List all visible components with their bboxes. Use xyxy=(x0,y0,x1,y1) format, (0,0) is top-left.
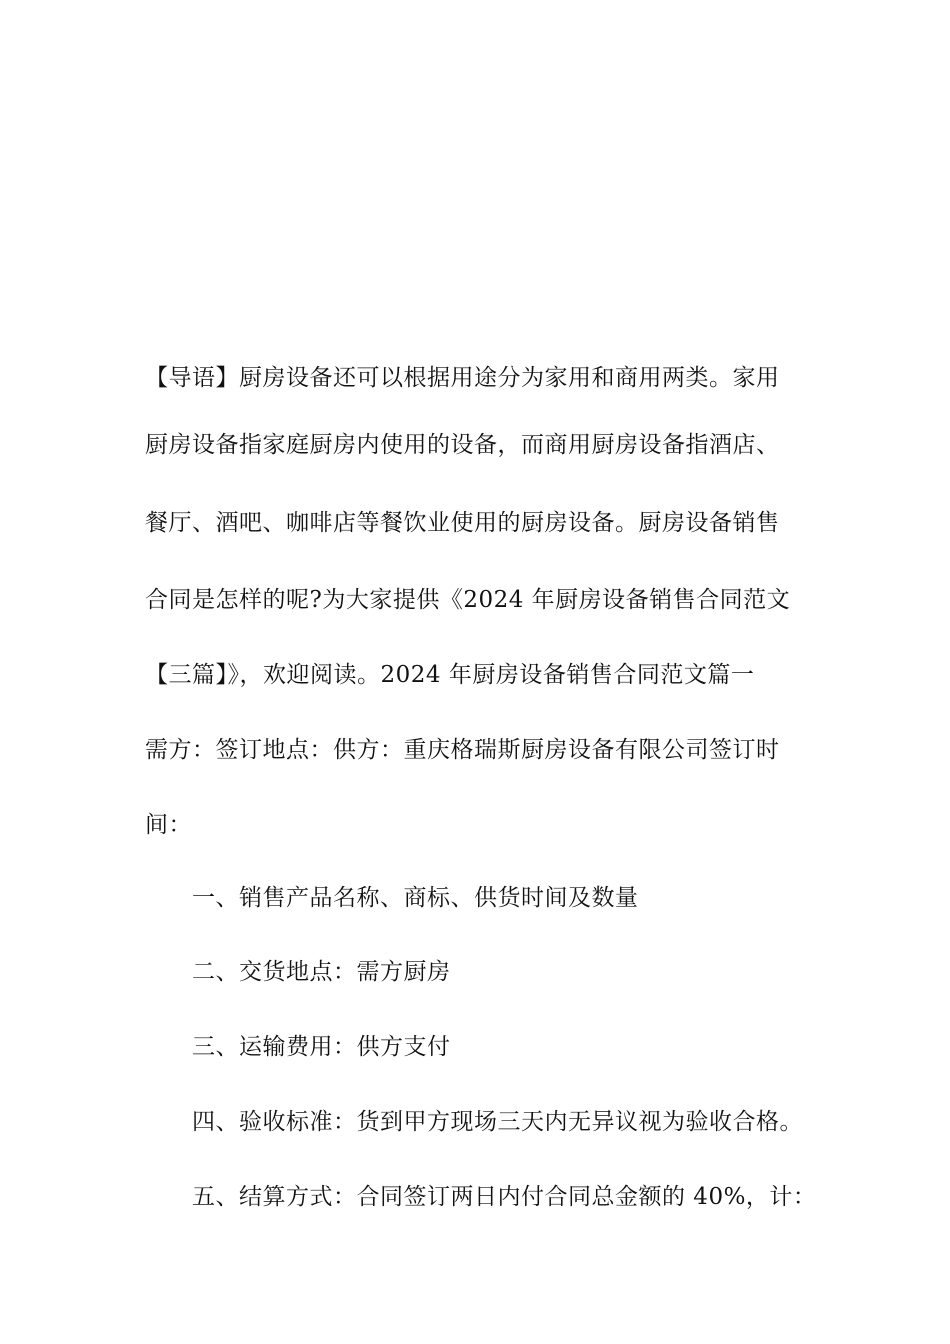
intro-line-6: 需方：签订地点：供方：重庆格瑞斯厨房设备有限公司签订时 xyxy=(145,737,780,763)
clause-1: 一、销售产品名称、商标、供货时间及数量 xyxy=(192,885,639,911)
clause-3: 三、运输费用：供方支付 xyxy=(192,1034,451,1060)
clause-4: 四、验收标准：货到甲方现场三天内无异议视为验收合格。 xyxy=(192,1109,803,1135)
clause-2: 二、交货地点：需方厨房 xyxy=(192,959,451,985)
intro-line-5: 【三篇】》，欢迎阅读。2024 年厨房设备销售合同范文篇一 xyxy=(145,662,755,688)
intro-line-4: 合同是怎样的呢?为大家提供《2024 年厨房设备销售合同范文 xyxy=(145,587,791,613)
intro-line-2: 厨房设备指家庭厨房内使用的设备，而商用厨房设备指酒店、 xyxy=(145,432,780,458)
intro-line-3: 餐厅、酒吧、咖啡店等餐饮业使用的厨房设备。厨房设备销售 xyxy=(145,510,780,536)
clause-5: 五、结算方式：合同签订两日内付合同总金额的 40%，计： xyxy=(192,1184,817,1210)
intro-line-7: 间： xyxy=(145,812,192,838)
intro-line-1: 【导语】厨房设备还可以根据用途分为家用和商用两类。家用 xyxy=(145,365,780,391)
